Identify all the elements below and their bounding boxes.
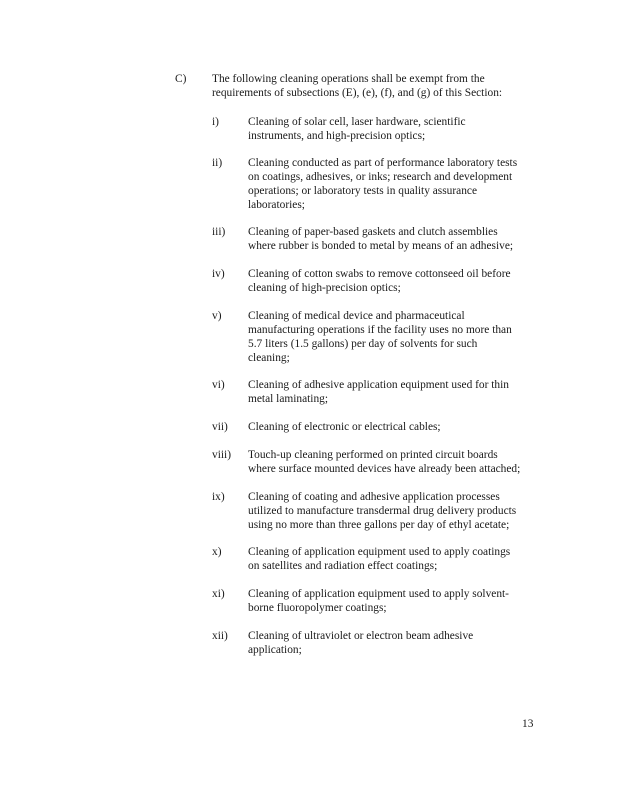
item-text-line: instruments, and high-precision optics; — [248, 130, 426, 142]
section-intro-line: requirements of subsections (E), (e), (f), and (g) of this Section: — [212, 87, 503, 99]
item-text-line: Cleaning of medical device and pharmaceutical — [248, 310, 465, 322]
item-text-line: Cleaning of electronic or electrical cables; — [248, 421, 441, 433]
item-text-line: operations; or laboratory tests in quality assurance — [248, 185, 478, 197]
item-number: ii) — [212, 157, 223, 169]
item-number: viii) — [212, 449, 231, 461]
item-text-line: metal laminating; — [248, 393, 329, 405]
item-text-line: cleaning of high-precision optics; — [248, 282, 401, 294]
section-intro-line: The following cleaning operations shall be exempt from the — [212, 73, 485, 85]
item-text-line: on coatings, adhesives, or inks; research and development — [248, 171, 513, 183]
item-number: i) — [212, 116, 219, 128]
item-text-line: Cleaning of adhesive application equipment used for thin — [248, 379, 509, 391]
item-text-line: application; — [248, 644, 302, 656]
item-text-line: Cleaning of ultraviolet or electron beam adhesive — [248, 630, 474, 642]
item-text-line: Cleaning of paper-based gaskets and clutch assemblies — [248, 226, 498, 238]
item-text-line: Cleaning of application equipment used to apply coatings — [248, 546, 511, 558]
item-text-line: 5.7 liters (1.5 gallons) per day of solvents for such — [248, 338, 478, 350]
item-text-line: manufacturing operations if the facility uses no more than — [248, 324, 512, 336]
item-text-line: Cleaning of solar cell, laser hardware, scientific — [248, 116, 466, 128]
item-text-line: utilized to manufacture transdermal drug delivery products — [248, 505, 517, 517]
item-number: ix) — [212, 491, 225, 503]
item-text-line: laboratories; — [248, 199, 305, 211]
page-number: 13 — [522, 718, 534, 730]
item-number: vii) — [212, 421, 228, 433]
item-number: iii) — [212, 226, 226, 238]
item-number: xi) — [212, 588, 225, 600]
item-text-line: where rubber is bonded to metal by means of an adhesive; — [248, 240, 514, 252]
item-text-line: borne fluoropolymer coatings; — [248, 602, 387, 614]
item-number: vi) — [212, 379, 225, 391]
item-text-line: using no more than three gallons per day of ethyl acetate; — [248, 519, 510, 531]
item-text-line: on satellites and radiation effect coatings; — [248, 560, 438, 572]
item-number: iv) — [212, 268, 225, 280]
item-text-line: Touch-up cleaning performed on printed circuit boards — [248, 449, 498, 461]
item-text-line: where surface mounted devices have already been attached; — [248, 463, 521, 475]
item-number: xii) — [212, 630, 228, 642]
item-text-line: Cleaning of application equipment used to apply solvent- — [248, 588, 509, 600]
item-text-line: Cleaning of coating and adhesive application processes — [248, 491, 500, 503]
item-text-line: Cleaning of cotton swabs to remove cottonseed oil before — [248, 268, 511, 280]
item-number: x) — [212, 546, 222, 558]
section-label: C) — [175, 73, 187, 85]
item-text-line: cleaning; — [248, 352, 290, 364]
item-text-line: Cleaning conducted as part of performance laboratory tests — [248, 157, 518, 169]
item-number: v) — [212, 310, 222, 322]
